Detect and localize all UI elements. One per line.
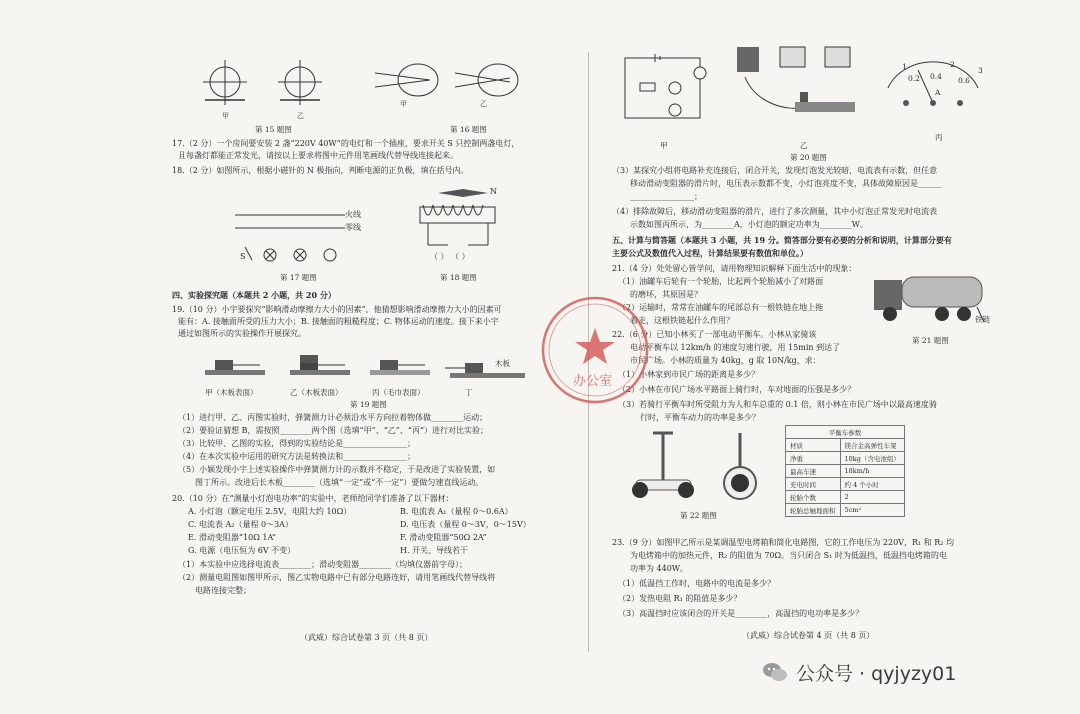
- q20-item1: （1）本实验中应选择电流表________；滑动变阻器________（均填仪器前字母）；: [178, 560, 468, 569]
- spec-key: 最高车速: [786, 465, 841, 478]
- official-stamp: [535, 290, 655, 410]
- q19-line2: 能有：A. 接触面所受的压力大小；B. 接触面的粗糙程度；C. 物体运动的速度。接下来小宇: [178, 317, 499, 326]
- section-4-heading: 四、实验探究题（本题共 2 小题，共 20 分）: [172, 290, 336, 300]
- q22-line4: （1）小林家到市民广场的距离是多少？: [618, 370, 760, 379]
- q19-item3: （3）比较甲、乙图的实验，得到的实验结论是________________；: [178, 439, 416, 448]
- q20-item2b: 电路连接完整；: [195, 586, 251, 595]
- q23-line3: 功率为 440W。: [630, 564, 689, 573]
- wechat-icon: [762, 661, 788, 683]
- figure-22-scooter: [628, 428, 778, 503]
- q21-line5: 着走，这根铁链起什么作用？: [630, 316, 734, 325]
- q19-item2: （2）要验证猜想 B，需按照________两个图（选填“甲”、“乙”、“丙”）进行对比实验；: [178, 426, 489, 435]
- q20-list-b: B. 电流表 A₁（量程 0～0.6A）: [400, 507, 513, 516]
- wechat-watermark: [762, 652, 1062, 692]
- q19-line1: 19.（10 分）小宇要探究“影响滑动摩擦力大小的因素”，他猜想影响滑动摩擦力大小的因素可: [172, 305, 502, 314]
- fig18-north-label: N: [490, 187, 497, 196]
- fig18-parens: （ ） （ ）: [430, 252, 470, 261]
- scooter-spec-table: [785, 425, 905, 517]
- q22-line5: （2）小林在市民广场水平路面上骑行时，车对地面的压强是多少？: [618, 385, 856, 394]
- q23-line2: 为电烤箱中的加热元件，R₂ 的阻值为 70Ω。当只闭合 S₁ 时为低温挡，低温挡电烤箱的电: [630, 551, 947, 560]
- figure-20-apparatus: [725, 42, 870, 132]
- meter-tick-6: 3: [978, 66, 983, 75]
- caption-fig16: 第 16 题图: [450, 125, 487, 134]
- section-5-heading-2: 主要公式及数值代入过程，计算结果要有数值和单位。）: [612, 248, 808, 258]
- q21-line1: 21.（4 分）处处留心皆学问，请用物理知识解释下面生活中的现象：: [612, 264, 857, 273]
- q18: 18.（2 分）如图所示，根据小磁针的 N 极指向，判断电源的正负极，填在括号内。: [172, 166, 469, 175]
- caption-fig20: 第 20 题图: [790, 153, 827, 162]
- q20-list-c: C. 电流表 A₂（量程 0～3A）: [188, 520, 293, 529]
- q20-list-e: E. 滑动变阻器“10Ω 1A”: [188, 533, 277, 542]
- caption-fig19: 第 19 题图: [350, 400, 387, 409]
- q22-line3: 市民广场。小林的质量为 40kg，g 取 10N/kg，求：: [630, 356, 821, 365]
- q21-line4: （2）运输时，常常在油罐车的尾部总有一根铁链在地上拖: [618, 303, 824, 312]
- q21-line3: 的磨坏，其原因是？: [630, 290, 702, 299]
- q19-item5: （5）小颖发现小宇上述实验操作中弹簧测力计的示数并不稳定，于是改进了实验装置，如: [178, 465, 496, 474]
- caption-fig21: 第 21 题图: [912, 336, 949, 345]
- spec-key: 轮胎个数: [786, 491, 841, 504]
- svg-text:甲: 甲: [222, 112, 229, 120]
- caption-fig22: 第 22 题图: [680, 511, 717, 520]
- figure-16: [370, 58, 540, 108]
- fig19-label-bing: 丙（毛巾表面）: [372, 388, 425, 397]
- fig20-label-b: 乙: [800, 141, 808, 150]
- q20-cont-line4: （4）排除故障后，移动滑动变阻器的滑片，进行了多次测量，其中小灯泡正常发光时电流表: [612, 207, 938, 216]
- q17-line2: 且每盏灯都能正常发光，请按以上要求将图中元件用笔画线代替导线连接起来。: [178, 151, 458, 160]
- spec-value: 5cm²: [840, 504, 904, 517]
- spec-table-title: 平衡车参数: [786, 426, 905, 439]
- q23-line1: 23.（9 分）如图甲乙所示是某调温型电烤箱和简化电路图，它的工作电压为 220V，R₁ 和 R₂ 均: [612, 538, 955, 547]
- q21-line2: （1）油罐车后轮有一个轮胎，比起两个轮胎减小了对路面: [618, 277, 824, 286]
- q22-line7: 行时，平衡车动力的功率是多少？: [640, 413, 760, 422]
- spec-key: 充电时间: [786, 478, 841, 491]
- spec-key: 材质: [786, 439, 841, 452]
- meter-unit: A: [935, 88, 941, 97]
- spec-key: 轮胎总触地面积: [786, 504, 841, 517]
- stamp-text: 办公室: [573, 374, 613, 389]
- table-row: [786, 439, 905, 452]
- left-footer: （武威）综合试卷第 3 页（共 8 页）: [300, 633, 433, 642]
- q20-cont-line2: 移动滑动变阻器的滑片时，电压表示数都不变，小灯泡亮度不变，具体故障原因是______: [630, 179, 942, 188]
- fig21-chain-label: 铁链: [975, 315, 990, 324]
- right-footer: （武威）综合试卷第 4 页（共 8 页）: [742, 631, 875, 640]
- q20-item2: （2）测量电阻图如图甲所示，图乙实物电路中已有部分电路连好，请用笔画线代替导线将: [178, 573, 496, 582]
- section-5-heading-1: 五、计算与简答题（本题共 3 小题，共 19 分。简答部分要有必要的分析和说明，计算部分要有: [612, 235, 952, 245]
- q17-line1: 17.（2 分）一个房间要安装 2 盏“220V 40W”的电灯和一个插座，要求开关 S 只控制两盏电灯，: [172, 139, 520, 148]
- q19-line3: 通过如图所示的实验操作开展探究。: [178, 329, 306, 338]
- caption-fig17: 第 17 题图: [280, 273, 317, 282]
- q20-cont-line5: 示数如图丙所示，为________A，小灯泡的额定功率为________W。: [630, 220, 868, 229]
- figure-20-ammeter: [878, 58, 988, 113]
- q20-cont-line1: （3）某探究小组将电路补充连接后，闭合开关，发现灯泡发光较暗，电流表有示数，但任意: [612, 166, 938, 175]
- watermark-text: 公众号 · qyjyzy01: [796, 662, 957, 685]
- meter-tick-5: 0.6: [958, 76, 970, 85]
- q20-list-f: F. 滑动变阻器“50Ω 2A”: [400, 533, 487, 542]
- fig19-board-label: 木板: [495, 359, 510, 368]
- spec-value: 18km/h: [840, 465, 904, 478]
- fig20-label-c: 丙: [935, 133, 943, 142]
- fig19-label-jia: 甲（木板表面）: [205, 388, 258, 397]
- q19-item5b: 图丁所示。改进后长木板________（选填“一定”或“不一定”）要做匀速直线运动。: [195, 478, 484, 487]
- q22-line2: 电动平衡车以 12km/h 的速度匀速行驶，用 15min 到达了: [630, 343, 841, 352]
- table-row: [786, 491, 905, 504]
- spec-value: 镁合金高弹性车架: [840, 439, 904, 452]
- q19-item1: （1）进行甲、乙、丙图实验时，弹簧测力计必须沿水平方向拉着物体做________运动；: [178, 413, 488, 422]
- spec-key: 净重: [786, 452, 841, 465]
- q19-item4: （4）在本次实验中运用的研究方法是转换法和________________；: [178, 452, 416, 461]
- svg-text:乙: 乙: [297, 112, 304, 120]
- meter-tick-4: 0.4: [930, 72, 942, 81]
- q22-line1: 22.（6 分）已知小林买了一部电动平衡车。小林从家骑该: [612, 330, 817, 339]
- caption-fig15: 第 15 题图: [255, 125, 292, 134]
- spec-value: 10kg（含电池组）: [840, 452, 904, 465]
- table-row: [786, 504, 905, 517]
- q20-cont-line3: ________________；: [630, 192, 702, 201]
- fig19-label-yi: 乙（木板表面）: [290, 388, 343, 397]
- spec-value: 2: [840, 491, 904, 504]
- q20: 20.（10 分）在“测量小灯泡电功率”的实验中，老师给同学们准备了以下器材：: [172, 494, 454, 503]
- table-row: [786, 478, 905, 491]
- fig16-label-b: 乙: [480, 100, 487, 108]
- caption-fig18: 第 18 题图: [440, 273, 477, 282]
- q20-list-h: H. 开关、导线若干: [400, 546, 469, 555]
- q23-line5: （2）发热电阻 R₁ 的阻值是多少？: [618, 594, 742, 603]
- fig17-neutral-label: 零线: [345, 223, 361, 232]
- q22-line6: （3）若骑行平衡车时所受阻力为人和车总重的 0.1 倍，则小林在市民广场中以最高速度骑: [618, 400, 937, 409]
- q20-list-g: G. 电源（电压恒为 6V 不变）: [188, 546, 296, 555]
- q23-line4: （1）低温挡工作时，电路中的电流是多少？: [618, 579, 776, 588]
- fig16-label-a: 甲: [400, 100, 407, 108]
- fig17-live-label: 火线: [345, 210, 361, 219]
- q20-list-d: D. 电压表（量程 0～3V，0～15V）: [400, 520, 531, 529]
- fig17-switch-label: S: [240, 252, 246, 261]
- spec-value: 约 4 个小时: [840, 478, 904, 491]
- table-row: [786, 452, 905, 465]
- q20-list-a: A. 小灯泡（额定电压 2.5V，电阻大约 10Ω）: [188, 507, 352, 516]
- figure-21-truck: [872, 272, 987, 327]
- fig20-label-a: 甲: [660, 141, 668, 150]
- figure-20-circuit: [615, 48, 715, 133]
- figure-15: [195, 50, 345, 120]
- fig19-label-ding: 丁: [465, 388, 473, 397]
- meter-tick-2: 2: [950, 60, 955, 69]
- q23-line6: （3）高温挡时应该闭合的开关是________，高温挡的电功率是多少？: [618, 609, 864, 618]
- meter-tick-1: 1: [902, 62, 907, 71]
- meter-tick-3: 0.2: [908, 74, 920, 83]
- table-row: [786, 465, 905, 478]
